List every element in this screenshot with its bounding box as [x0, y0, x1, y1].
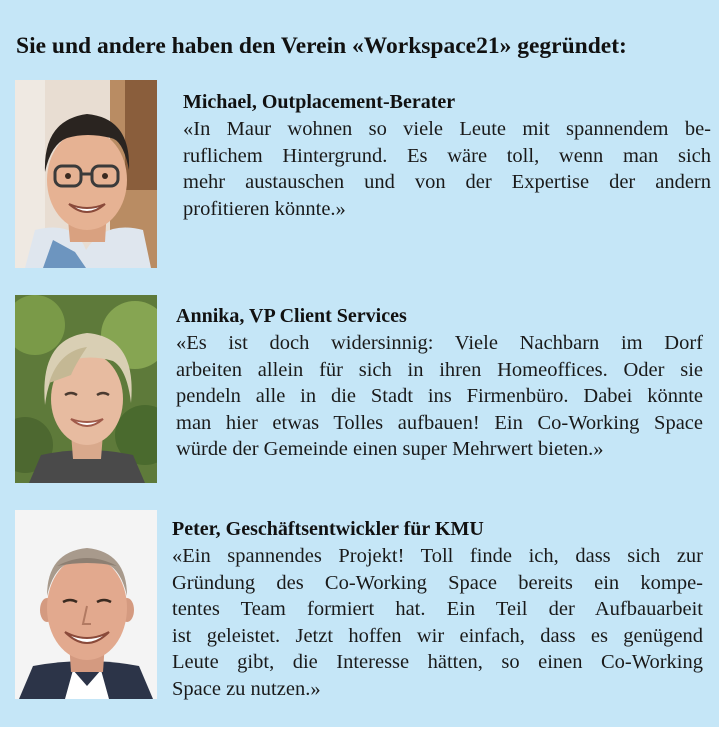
quote-line: Space zu nutzen.»	[172, 677, 321, 700]
person-quote	[172, 543, 703, 703]
headline: Sie und andere haben den Verein «Workspace21» gegründet:	[16, 33, 627, 59]
quote-line: pendeln alle in die Stadt ins Firmenbüro. Dabei könnte	[176, 385, 703, 408]
quote-line: ist geleistet. Jetzt hoffen wir einfach, dass es genügend	[172, 624, 703, 647]
quote-line: mehr austauschen und von der Expertise der andern	[183, 171, 711, 194]
person-name: Peter, Geschäftsentwickler für KMU	[172, 518, 484, 540]
quote-line: ruflichem Hintergrund. Es wäre toll, wenn man sich	[183, 144, 711, 167]
quote-line: man hier etwas Tolles aufbauen! Ein Co-Working Space	[176, 411, 703, 434]
portrait-annika	[15, 295, 157, 483]
quote-line: arbeiten allein für sich in ihren Homeoffices. Oder sie	[176, 358, 703, 381]
person-quote	[183, 116, 711, 222]
quote-line: Leute gibt, die Interesse hätten, so einen Co-Working	[172, 651, 703, 674]
person-name: Annika, VP Client Services	[176, 305, 407, 327]
portrait-peter	[15, 510, 157, 699]
person-name: Michael, Outplacement-Berater	[183, 91, 456, 113]
quote-line: Gründung des Co-Working Space bereits ein kompe-	[172, 571, 703, 594]
quote-line: profitieren könnte.»	[183, 197, 346, 220]
quote-line: würde der Gemeinde einen super Mehrwert bieten.»	[176, 438, 604, 461]
portrait-michael	[15, 80, 157, 268]
person-quote	[176, 330, 703, 463]
quote-line: «In Maur wohnen so viele Leute mit spannendem be-	[183, 118, 711, 140]
quote-line: «Es ist doch widersinnig: Viele Nachbarn im Dorf	[176, 332, 703, 354]
quote-line: «Ein spannendes Projekt! Toll finde ich, dass sich zur	[172, 545, 703, 567]
quote-line: tentes Team formiert hat. Ein Teil der Aufbauarbeit	[172, 598, 703, 621]
